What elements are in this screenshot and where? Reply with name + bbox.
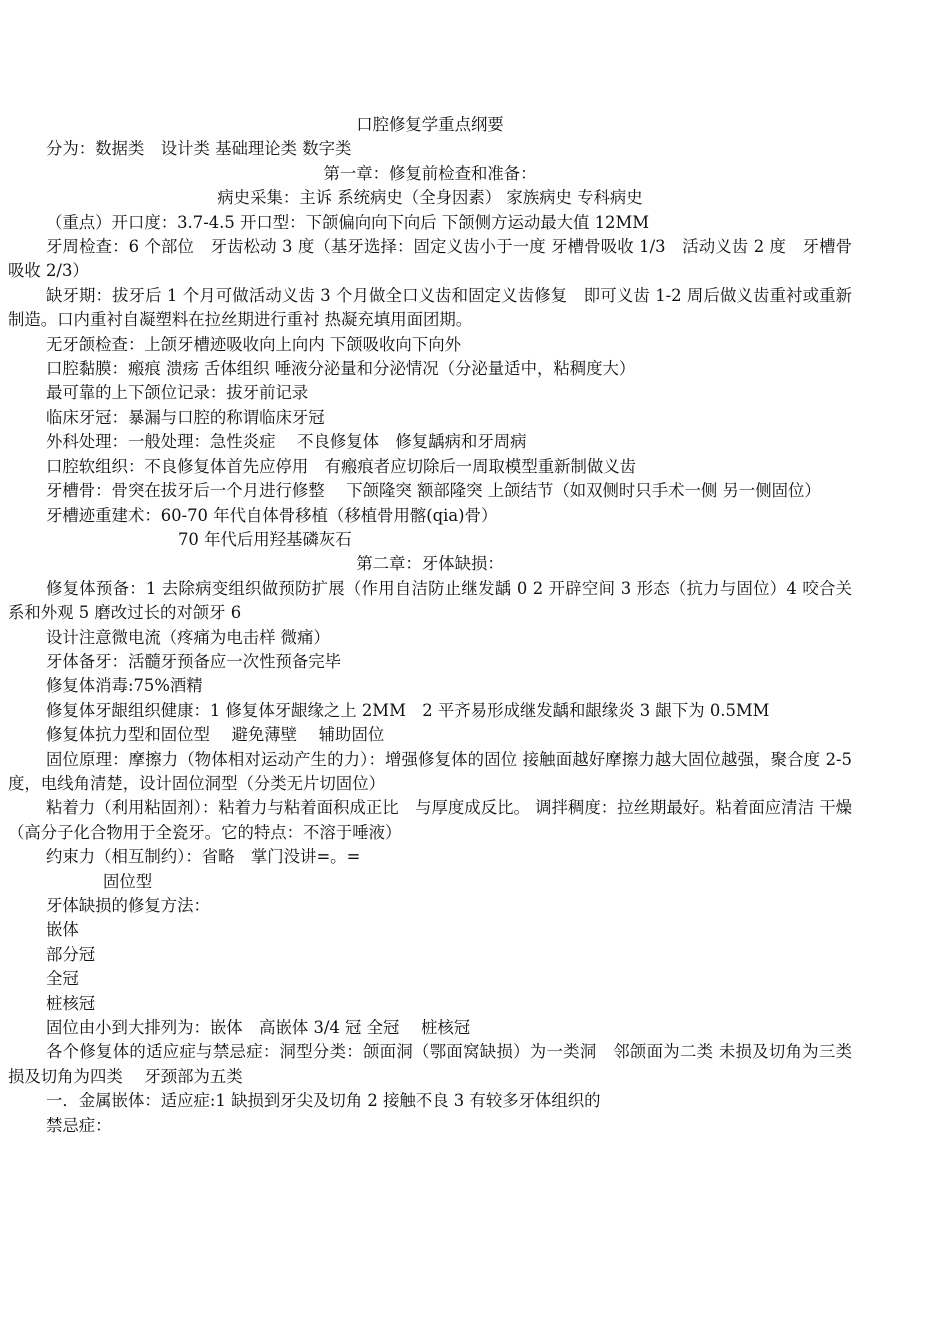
missing-tooth-period-paragraph: 缺牙期：拔牙后 1 个月可做活动义齿 3 个月做全口义齿和固定义齿修复 即可义齿 1-2 周后做义齿重衬或重新制造。口内重衬自凝塑料在拉丝期进行重衬 热凝充填用面团期。 (8, 285, 852, 330)
category-line: 分为：数据类 设计类 基础理论类 数字类 (46, 139, 352, 159)
ridge-reconstruction-line: 牙槽迹重建术：60-70 年代自体骨移植（移植骨用髂(qia)骨） (46, 505, 498, 525)
mouth-opening-line: （重点）开口度：3.7-4.5 开口型：下颌偏向向下向后 下颌侧方运动最大值 12MM (46, 212, 650, 232)
clinical-crown-line: 临床牙冠：暴漏与口腔的称谓临床牙冠 (46, 407, 325, 427)
method-post-core-crown: 桩核冠 (46, 993, 96, 1013)
resistance-retention-line: 修复体抗力型和固位型 避免薄壁 辅助固位 (46, 725, 385, 745)
surgical-treatment-line: 外科处理：一般处理：急性炎症 不良修复体 修复龋病和牙周病 (46, 432, 527, 452)
retention-order-line: 固位由小到大排列为：嵌体 高嵌体 3/4 冠 全冠 桩核冠 (46, 1018, 471, 1038)
jaw-record-line: 最可靠的上下颌位记录：拔牙前记录 (46, 383, 309, 403)
alveolar-bone-paragraph: 牙槽骨：骨突在拔牙后一个月进行修整 下颌隆突 额部隆突 上颌结节（如双侧时只手术一侧 另一侧固位） (46, 481, 821, 501)
ridge-reconstruction-line-2: 70 年代后用羟基磷灰石 (178, 529, 352, 549)
medical-history-line: 病史采集：主诉 系统病史（全身因素） 家族病史 专科病史 (217, 188, 643, 208)
chapter-1-heading: 第一章：修复前检查和准备： (323, 163, 537, 183)
periodontal-exam-paragraph: 牙周检查：6 个部位 牙齿松动 3 度（基牙选择：固定义齿小于一度 牙槽骨吸收 1/3 活动义齿 2 度 牙槽骨吸收 2/3） (8, 237, 852, 281)
document-page (0, 113, 950, 1138)
document-title: 口腔修复学重点纲要 (356, 115, 504, 134)
retention-type-line: 固位型 (103, 871, 153, 891)
metal-inlay-line: 一．金属嵌体：适应症:1 缺损到牙尖及切角 2 接触不良 3 有较多牙体组织的 (46, 1091, 601, 1111)
constraint-force-line: 约束力（相互制约）：省略 掌门没讲=。= (46, 847, 361, 867)
gingival-health-line: 修复体牙龈组织健康：1 修复体牙龈缘之上 2MM 2 平齐易形成继发龋和龈缘炎 3 龈下为 0.5MM (46, 700, 770, 720)
indications-paragraph: 各个修复体的适应症与禁忌症：洞型分类：颌面洞（鄂面窝缺损）为一类洞 邻颌面为二类 未损及切角为三类 损及切角为四类 牙颈部为五类 (8, 1042, 874, 1086)
contraindications-line: 禁忌症： (46, 1115, 112, 1135)
oral-soft-tissue-line: 口腔软组织：不良修复体首先应停用 有瘢痕者应切除后一周取模型重新制做义齿 (46, 456, 637, 476)
edentulous-exam-line: 无牙颌检查：上颌牙槽迹吸收向上向内 下颌吸收向下向外 (46, 334, 461, 354)
repair-methods-line: 牙体缺损的修复方法： (46, 896, 210, 915)
restoration-prep-paragraph: 修复体预备：1 去除病变组织做预防扩展（作用自洁防止继发龋 0 2 开辟空间 3 形态（抗力与固位）4 咬合关系和外观 5 磨改过长的对颌牙 6 (8, 578, 852, 623)
retention-principle-paragraph: 固位原理：摩擦力（物体相对运动产生的力）：增强修复体的固位 接触面越好摩擦力越大固位越强，聚合度 2-5 度，电线角清楚，设计固位洞型（分类无片切固位） (8, 749, 852, 793)
method-partial-crown: 部分冠 (46, 944, 96, 964)
adhesion-paragraph: 粘着力（利用粘固剂）：粘着力与粘着面积成正比 与厚度成反比。 调拌稠度：拉丝期最好。粘着面应清洁 干燥（高分子化合物用于全瓷牙。它的特点：不溶于唾液） (8, 798, 852, 842)
method-inlay: 嵌体 (46, 920, 79, 940)
tooth-prep-line: 牙体备牙：活髓牙预备应一次性预备完毕 (46, 651, 342, 671)
oral-mucosa-line: 口腔黏膜：瘢痕 溃疡 舌体组织 唾液分泌量和分泌情况（分泌量适中，粘稠度大） (46, 359, 636, 379)
micro-current-line: 设计注意微电流（疼痛为电击样 微痛） (46, 627, 330, 647)
disinfection-line: 修复体消毒:75%酒精 (46, 676, 203, 696)
method-full-crown: 全冠 (46, 969, 79, 989)
chapter-2-heading: 第二章：牙体缺损： (356, 554, 504, 574)
